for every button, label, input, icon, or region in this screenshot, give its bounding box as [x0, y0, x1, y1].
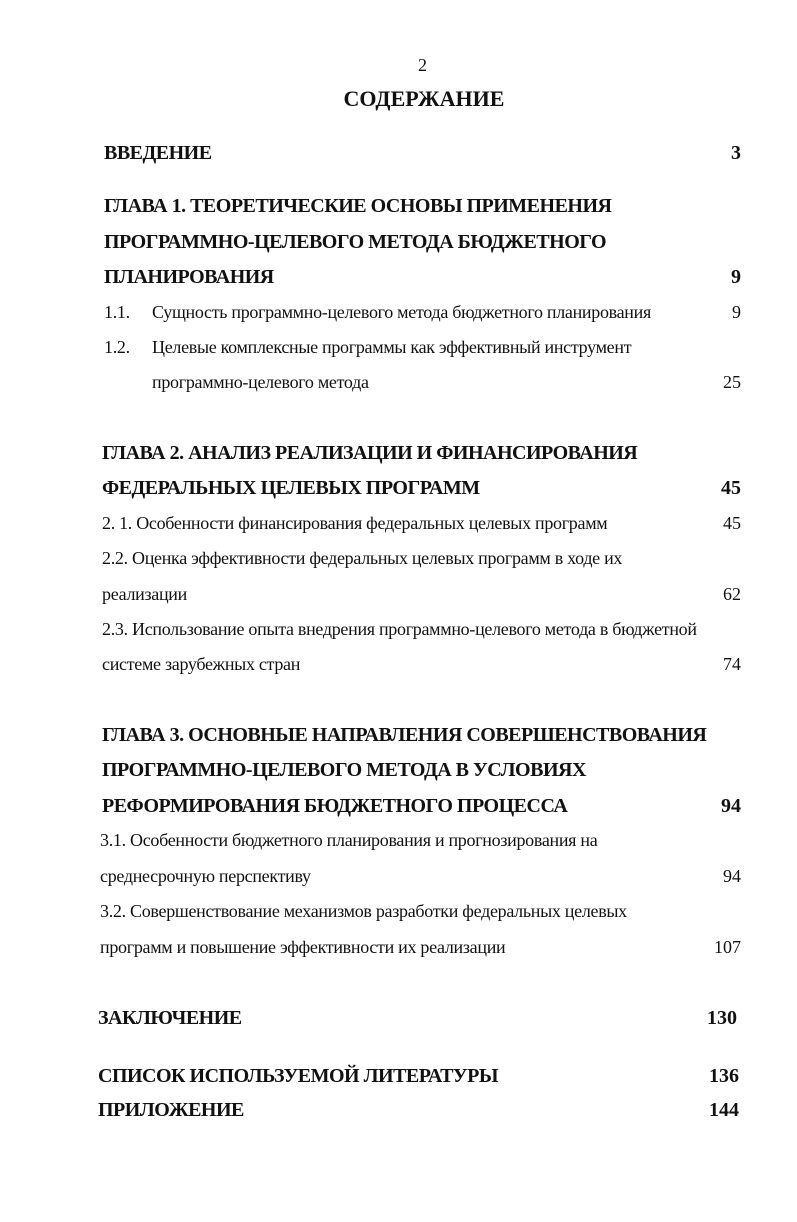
page-title: СОДЕРЖАНИЕ [343, 86, 505, 111]
chapter-1-title-line: ПРОГРАММНО-ЦЕЛЕВОГО МЕТОДА БЮДЖЕТНОГО [104, 231, 607, 253]
chapter-3-title-line: ПРОГРАММНО-ЦЕЛЕВОГО МЕТОДА В УСЛОВИЯХ [102, 759, 586, 781]
section-title: среднесрочную перспективу [100, 866, 311, 886]
toc-appendix-page: 144 [709, 1099, 739, 1121]
chapter-3-page: 94 [721, 795, 741, 817]
chapter-2-title-line: ГЛАВА 2. АНАЛИЗ РЕАЛИЗАЦИИ И ФИНАНСИРОВАНИЯ [102, 442, 638, 464]
section-title: 2. 1. Особенности финансирования федеральных целевых программ [102, 513, 608, 533]
section-page: 74 [723, 654, 741, 674]
section-title: 2.2. Оценка эффективности федеральных целевых программ в ходе их [102, 548, 623, 568]
section-page: 94 [723, 866, 741, 886]
section-title: программ и повышение эффективности их реализации [100, 937, 506, 957]
section-page: 9 [732, 302, 741, 322]
toc-conclusion-label: ЗАКЛЮЧЕНИЕ [98, 1007, 242, 1029]
section-page: 62 [723, 584, 741, 604]
toc-bibliography-label: СПИСОК ИСПОЛЬЗУЕМОЙ ЛИТЕРАТУРЫ [98, 1065, 498, 1087]
chapter-1-title-line: ГЛАВА 1. ТЕОРЕТИЧЕСКИЕ ОСНОВЫ ПРИМЕНЕНИЯ [104, 195, 612, 217]
section-title: 3.2. Совершенствование механизмов разработки федеральных целевых [100, 901, 627, 921]
section-number: 1.1. [104, 302, 130, 322]
toc-bibliography-page: 136 [709, 1065, 739, 1087]
chapter-3-title-line: ГЛАВА 3. ОСНОВНЫЕ НАПРАВЛЕНИЯ СОВЕРШЕНСТВОВАНИЯ [102, 724, 707, 746]
toc-intro-label: ВВЕДЕНИЕ [104, 142, 212, 164]
chapter-3-title-line: РЕФОРМИРОВАНИЯ БЮДЖЕТНОГО ПРОЦЕССА [102, 795, 568, 817]
toc-conclusion-page: 130 [707, 1007, 737, 1029]
section-title: Сущность программно-целевого метода бюджетного планирования [152, 302, 651, 322]
section-title: 3.1. Особенности бюджетного планирования и прогнозирования на [100, 830, 598, 850]
section-title: программно-целевого метода [152, 372, 369, 392]
toc-appendix-label: ПРИЛОЖЕНИЕ [98, 1099, 244, 1121]
chapter-1-title-line: ПЛАНИРОВАНИЯ [104, 266, 274, 288]
section-title: системе зарубежных стран [102, 654, 301, 674]
chapter-1-page: 9 [731, 266, 741, 288]
section-title: 2.3. Использование опыта внедрения программно-целевого метода в бюджетной [102, 619, 697, 639]
toc-intro-page: 3 [731, 142, 741, 164]
chapter-2-title-line: ФЕДЕРАЛЬНЫХ ЦЕЛЕВЫХ ПРОГРАММ [102, 477, 480, 499]
page-number: 2 [418, 55, 427, 75]
chapter-2-page: 45 [721, 477, 741, 499]
section-page: 45 [723, 513, 741, 533]
section-title: Целевые комплексные программы как эффективный инструмент [152, 337, 632, 357]
section-page: 25 [723, 372, 741, 392]
section-number: 1.2. [104, 337, 130, 357]
section-page: 107 [714, 937, 741, 957]
section-title: реализации [102, 584, 187, 604]
